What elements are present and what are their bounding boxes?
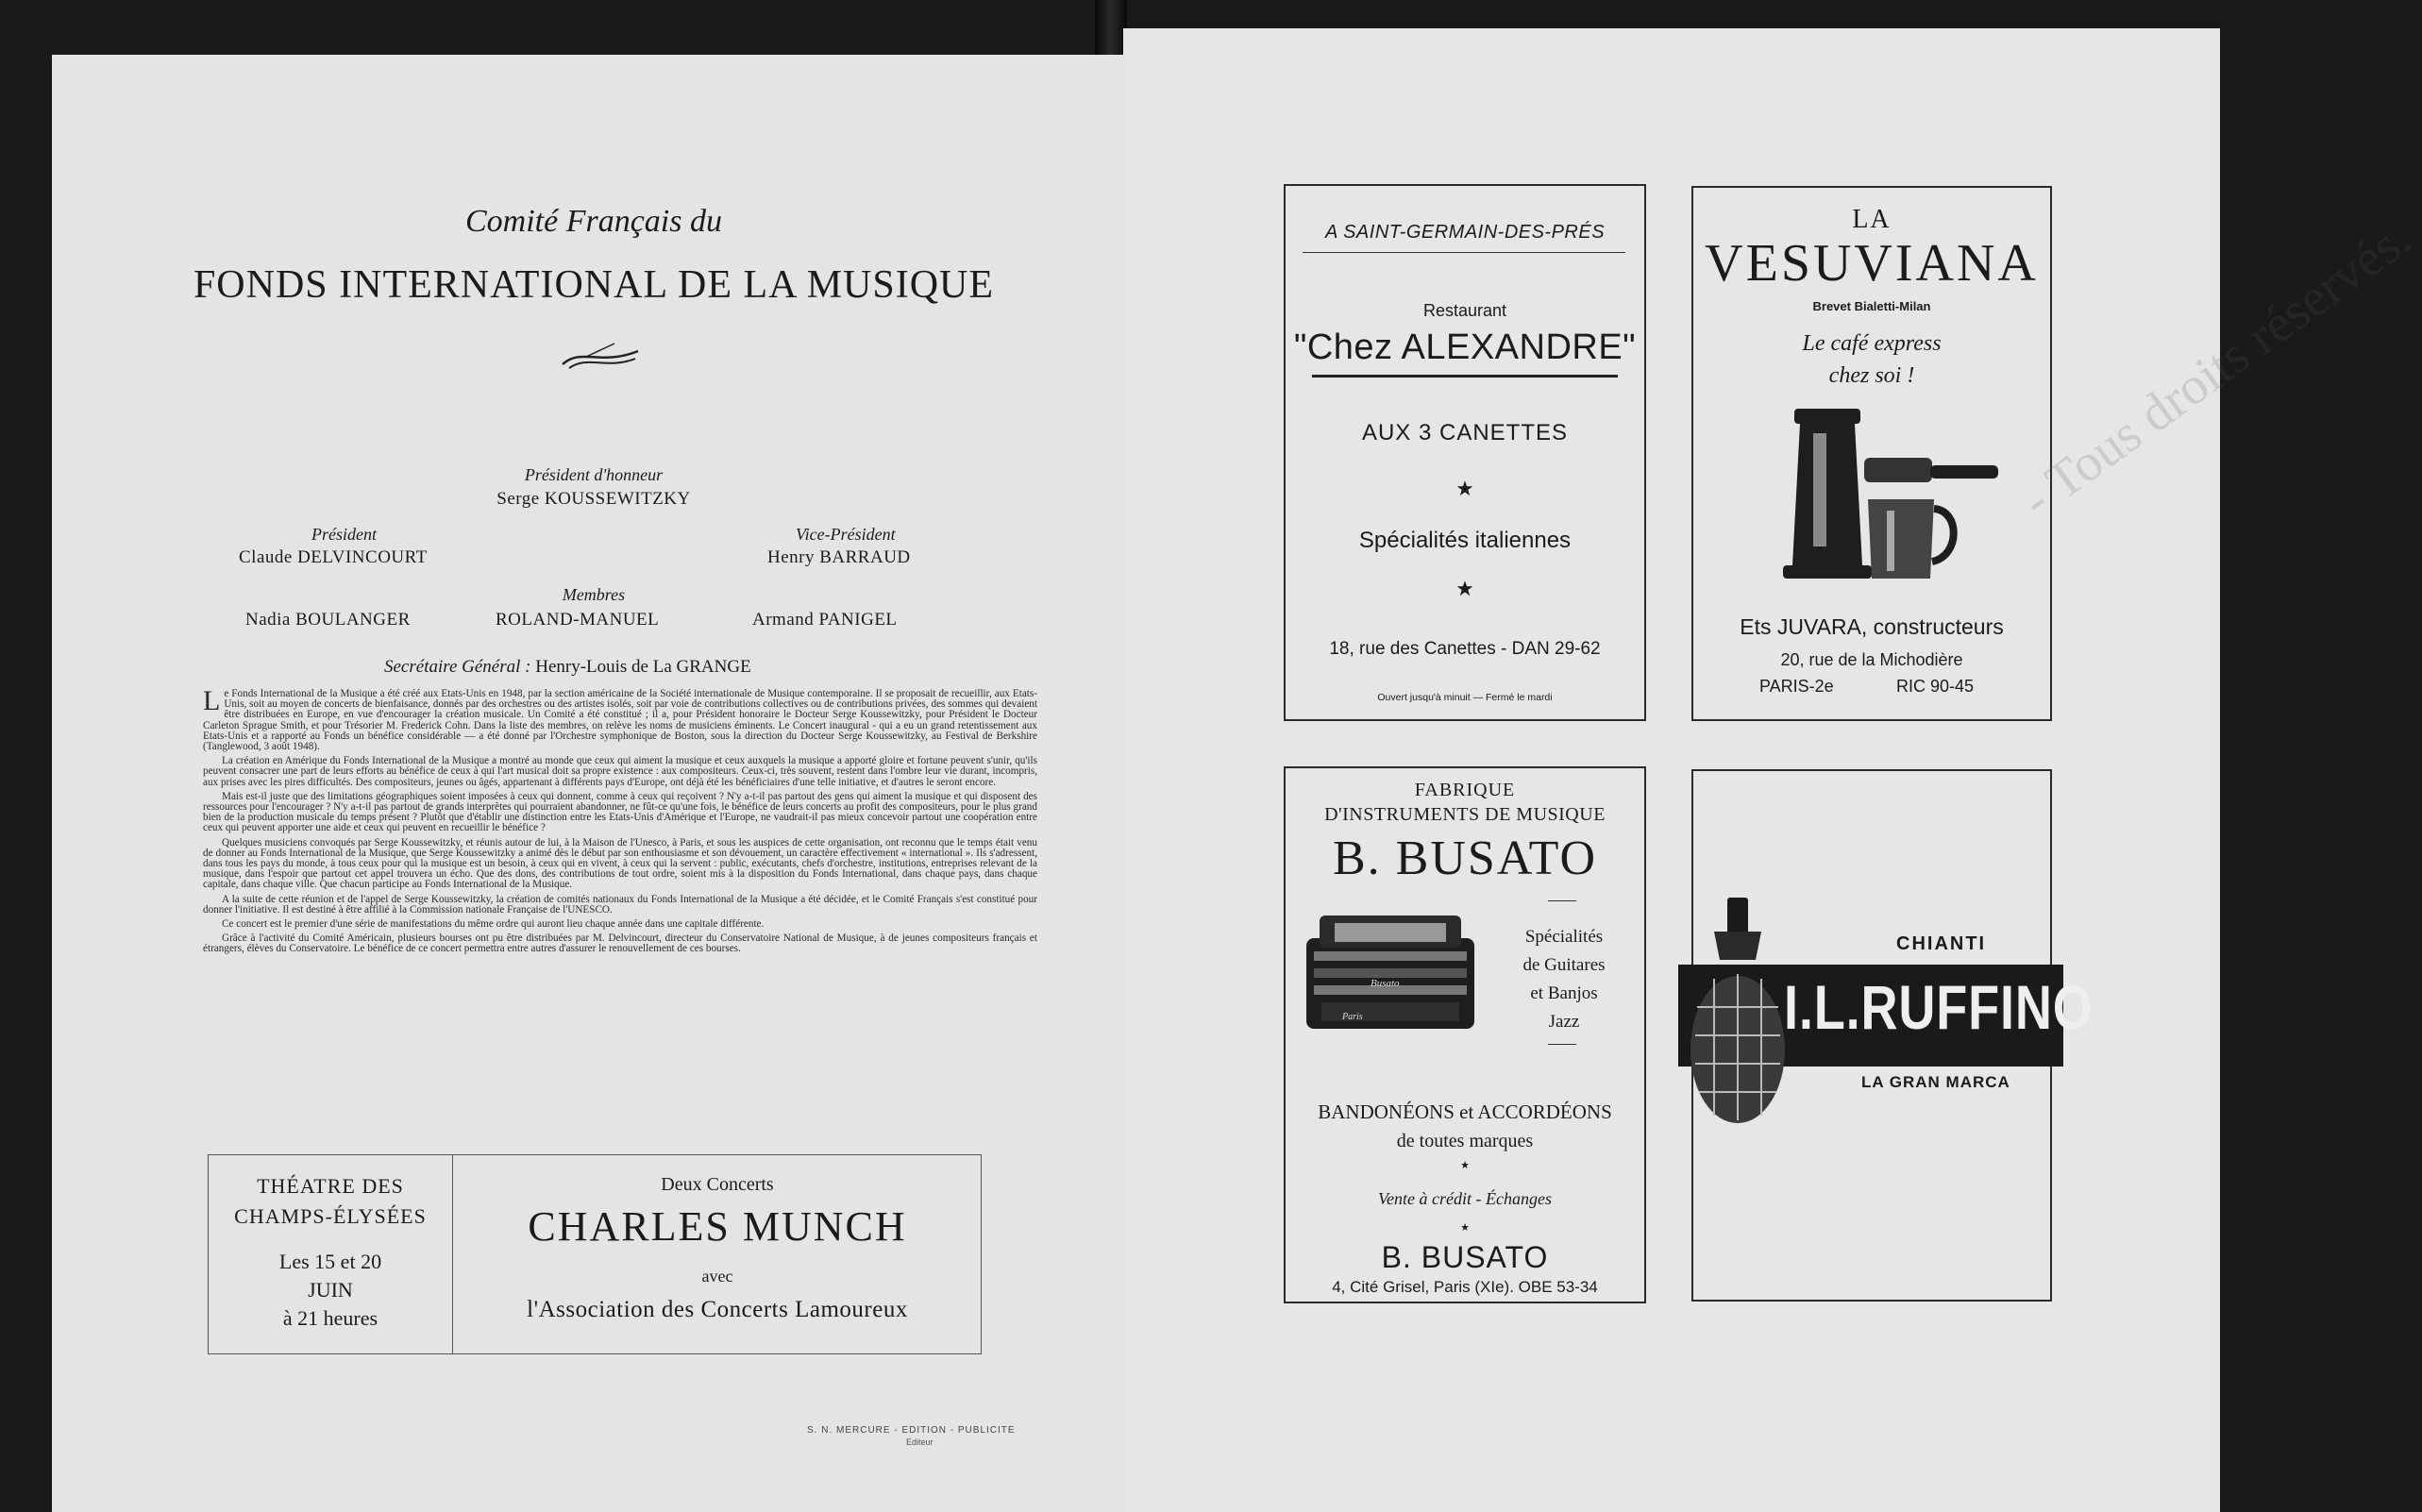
member-1: Nadia BOULANGER <box>245 610 411 630</box>
printer-credit: S. N. MERCURE - EDITION - PUBLICITE <box>807 1425 1016 1436</box>
honorary-president-name: Serge KOUSSEWITZKY <box>496 489 691 509</box>
concert-box <box>208 1154 982 1354</box>
watermark: - Tous droits réservés. <box>2010 209 2422 529</box>
ad-line-1: FABRIQUE <box>1414 780 1516 800</box>
ad-address: 20, rue de la Michodière <box>1780 650 1963 669</box>
president-name: Claude DELVINCOURT <box>239 547 428 567</box>
ad-restaurant-label: Restaurant <box>1422 301 1507 320</box>
ad-products: BANDONÉONS et ACCORDÉONS <box>1318 1100 1612 1123</box>
accordion-label: Busato <box>1371 978 1400 989</box>
accordion-city: Paris <box>1342 1012 1363 1022</box>
ad-chez-alexandre <box>1284 184 1646 721</box>
star-icon: ★ <box>1455 477 1474 500</box>
ad-brand: VESUVIANA <box>1705 234 2039 293</box>
ad-patent: Brevet Bialetti-Milan <box>1812 299 1931 313</box>
ad-hours: Ouvert jusqu'à minuit — Fermé le mardi <box>1377 692 1553 703</box>
coffee-maker-icon <box>1745 405 2000 594</box>
ad-slogan-2: chez soi ! <box>1828 363 1915 388</box>
star-icon: ★ <box>1460 1160 1470 1171</box>
ad-tagline: LA GRAN MARCA <box>1861 1073 2010 1091</box>
divider <box>1312 375 1618 378</box>
ad-restaurant-name: "Chez ALEXANDRE" <box>1293 328 1637 367</box>
ad-chianti: CHIANTI <box>1896 933 1987 954</box>
ad-spec-4: Jazz <box>1548 1012 1580 1032</box>
date-line-2: JUIN <box>308 1278 353 1302</box>
ad-ruffino <box>1691 769 2094 1302</box>
member-3: Armand PANIGEL <box>752 610 898 630</box>
venue-line-1: THÉATRE DES <box>257 1174 404 1198</box>
ad-address: 18, rue des Canettes - DAN 29-62 <box>1329 639 1601 659</box>
paragraph: Mais est-il juste que des limitations géographiques soient imposées à ceux qui donnent, comme à ceux qui reçoivent ? N'y a-t-il pas partout des gens qui aiment la musique et qui disposent des ressources pour l'encourager ? N'y a-t-il pas partout de grands interprètes qui pourraient abandonner, ne fût-ce qu'une fois, le bénéfice de leurs concerts au profit des compositeurs, pour le plus grand bien de la production musicale du temps présent ? Plutôt que d'établir une distinction entre les Etats-Unis d'Amérique et l'Europe, ne vaudrait-il pas mieux concevoir partout une coopération entre ceux qui peuvent apporter une aide et ceux qui peuvent en recueillir le bénéfice ? <box>203 790 1037 834</box>
date-line-3: à 21 heures <box>282 1306 378 1330</box>
ad-specialties: Spécialités italiennes <box>1358 528 1572 553</box>
divider <box>1548 1044 1576 1045</box>
paragraph: Ce concert est le premier d'une série de manifestations du même ordre qui auront lieu chaque année dans une capitale différente. <box>222 918 765 931</box>
ad-spec-1: Spécialités <box>1524 927 1604 947</box>
vice-president-role: Vice-Président <box>796 525 896 544</box>
honorary-president-role: Président d'honneur <box>524 465 664 484</box>
flourish-ornament <box>558 338 643 376</box>
ad-brand: B. BUSATO <box>1332 832 1597 885</box>
paragraph: La création en Amérique du Fonds International de la Musique a montré au monde que ceux qui aiment la musique et ceux auxquels la musique a apporté gloire et fortune peuvent s'unir, qu'ils peuvent consacrer une part de leurs efforts au bénéfice de ceux à qui l'art musical doit sa propre existence : aux compositeurs. Ceux-ci, très souvent, restent dans l'ombre leur vie durant, incompris, aux prises avec les pires difficultés. Des compositeurs, jeunes ou âgés, appartenant à différents pays d'Europe, ont déjà été les bénéficiaires d'une telle initiative, et d'autres le seront encore. <box>203 755 1037 788</box>
vice-president-name: Henry BARRAUD <box>767 547 911 567</box>
ad-city: PARIS-2e <box>1759 677 1834 696</box>
ad-subtitle: AUX 3 CANETTES <box>1361 420 1569 445</box>
venue-line-2: CHAMPS-ÉLYSÉES <box>234 1204 427 1228</box>
ad-phone: RIC 90-45 <box>1896 677 1975 696</box>
concert-venue-panel <box>209 1155 453 1353</box>
page-title: FONDS INTERNATIONAL DE LA MUSIQUE <box>193 263 995 307</box>
ad-all-brands: de toutes marques <box>1396 1131 1534 1151</box>
comite-heading: Comité Français du <box>465 204 722 239</box>
paragraph: Le Fonds International de la Musique a été créé aux Etats-Unis en 1948, par la section américaine de la Société internationale de Musique contemporaine. Il se proposait de recueillir, aux Etats-Unis, soit au moyen de concerts de bienfaisance, donnés par des orchestres ou des artistes isolés, soit par voie de contributions collectives ou de contributions privées, des sommes qui devaient être distribuées en Europe, en vue d'encourager la création musicale. Un Comité a été constitué ; il a, pour Président honoraire le Docteur Serge Koussewitzky, pour Président le Docteur Carleton Sprague Smith, et pour Trésorier M. Frederick Cohn. Dans la liste des membres, on relève les noms de musiciens éminents. Le Concert inaugural - qui a eu un grand retentissement aux Etats-Unis et a rapporté au Fonds un bénéfice considérable — a été donné par l'Orchestre symphonique de Boston, sous la direction du Docteur Serge Koussewitzky, au Festival de Berkshire (Tanglewood, 3 août 1948). <box>203 685 1037 753</box>
ad-maker: Ets JUVARA, constructeurs <box>1740 614 2004 639</box>
ad-busato <box>1284 766 1646 1303</box>
ad-la: LA <box>1852 205 1892 234</box>
ad-spec-2: de Guitares <box>1522 955 1606 975</box>
ad-brand: I.L.RUFFINO <box>1784 972 2094 1042</box>
secretary-name: Henry-Louis de La GRANGE <box>535 657 751 677</box>
ad-location: A SAINT-GERMAIN-DES-PRÉS <box>1324 222 1606 243</box>
paragraph: Grâce à l'activité du Comité Américain, plusieurs bourses ont pu être distribuées par M. Delvincourt, directeur du Conservatoire National de Musique, à de jeunes compositeurs français et étrangers, élèves du Conservatoire. Le bénéfice de ce concert permettra entre autres d'assurer le renouvellement de ces bourses. <box>203 932 1037 955</box>
ad-brand-2: B. BUSATO <box>1381 1240 1549 1274</box>
ad-slogan-1: Le café express <box>1802 331 1942 356</box>
body-text <box>203 685 1037 959</box>
secretary-line <box>384 657 751 678</box>
ad-vesuviana <box>1691 186 2052 721</box>
concert-with: avec <box>701 1267 733 1285</box>
ad-line-2: D'INSTRUMENTS DE MUSIQUE <box>1324 804 1606 825</box>
star-icon: ★ <box>1455 577 1474 600</box>
secretary-role: Secrétaire Général : <box>384 657 531 677</box>
concert-header: Deux Concerts <box>661 1174 774 1195</box>
editor-credit: Editeur <box>906 1437 933 1447</box>
paragraph: Quelques musiciens convoqués par Serge Koussewitzky, et réunis autour de lui, à la Maison de l'Unesco, à Paris, et sous les auspices de cette organisation, ont reconnu que le temps était venu de donner au Fonds International de la Musique, que Serge Koussewitzky a animé dès le début par son enthousiasme et son dévouement, un caractère effectivement « international ». Ils s'adressent, dans tous les pays du monde, à tous ceux pour qui la musique est un besoin, à ceux qui en vivent, à ceux qui la servent : public, exécutants, chefs d'orchestre, institutions, entreprises relevant de la musique, dans l'espoir que partout cet appel trouvera un écho. Que des dons, des contributions de tout ordre, soient mis à la disposition du Fonds International, dans chaque pays, dans chaque capitale, dans chaque ville. Que chacun participe au Fonds International de la Musique. <box>203 836 1037 891</box>
divider <box>1303 252 1625 253</box>
president-role: Président <box>311 525 377 544</box>
star-icon: ★ <box>1460 1222 1470 1234</box>
left-page <box>52 55 1135 1512</box>
date-line-1: Les 15 et 20 <box>278 1250 382 1273</box>
wine-flask-icon <box>1686 894 1790 1125</box>
ad-address: 4, Cité Grisel, Paris (XIe). OBE 53-34 <box>1332 1278 1598 1296</box>
ad-credit: Vente à crédit - Échanges <box>1378 1189 1552 1208</box>
accordion-icon <box>1301 910 1480 1042</box>
paragraph: A la suite de cette réunion et de l'appel de Serge Koussewitzky, la création de comités nationaux du Fonds International de la Musique a été décidée, et le Comité Français s'est constitué pour donner l'initiative. Il est destiné à être affilié à la Commission nationale Française de l'UNESCO. <box>203 893 1037 916</box>
ad-spec-3: et Banjos <box>1530 983 1598 1003</box>
members-role: Membres <box>562 585 626 604</box>
right-page <box>1123 28 2422 1512</box>
member-2: ROLAND-MANUEL <box>496 610 660 630</box>
orchestra-name: l'Association des Concerts Lamoureux <box>527 1297 908 1322</box>
conductor-name: CHARLES MUNCH <box>528 1203 907 1250</box>
divider <box>1548 900 1576 901</box>
